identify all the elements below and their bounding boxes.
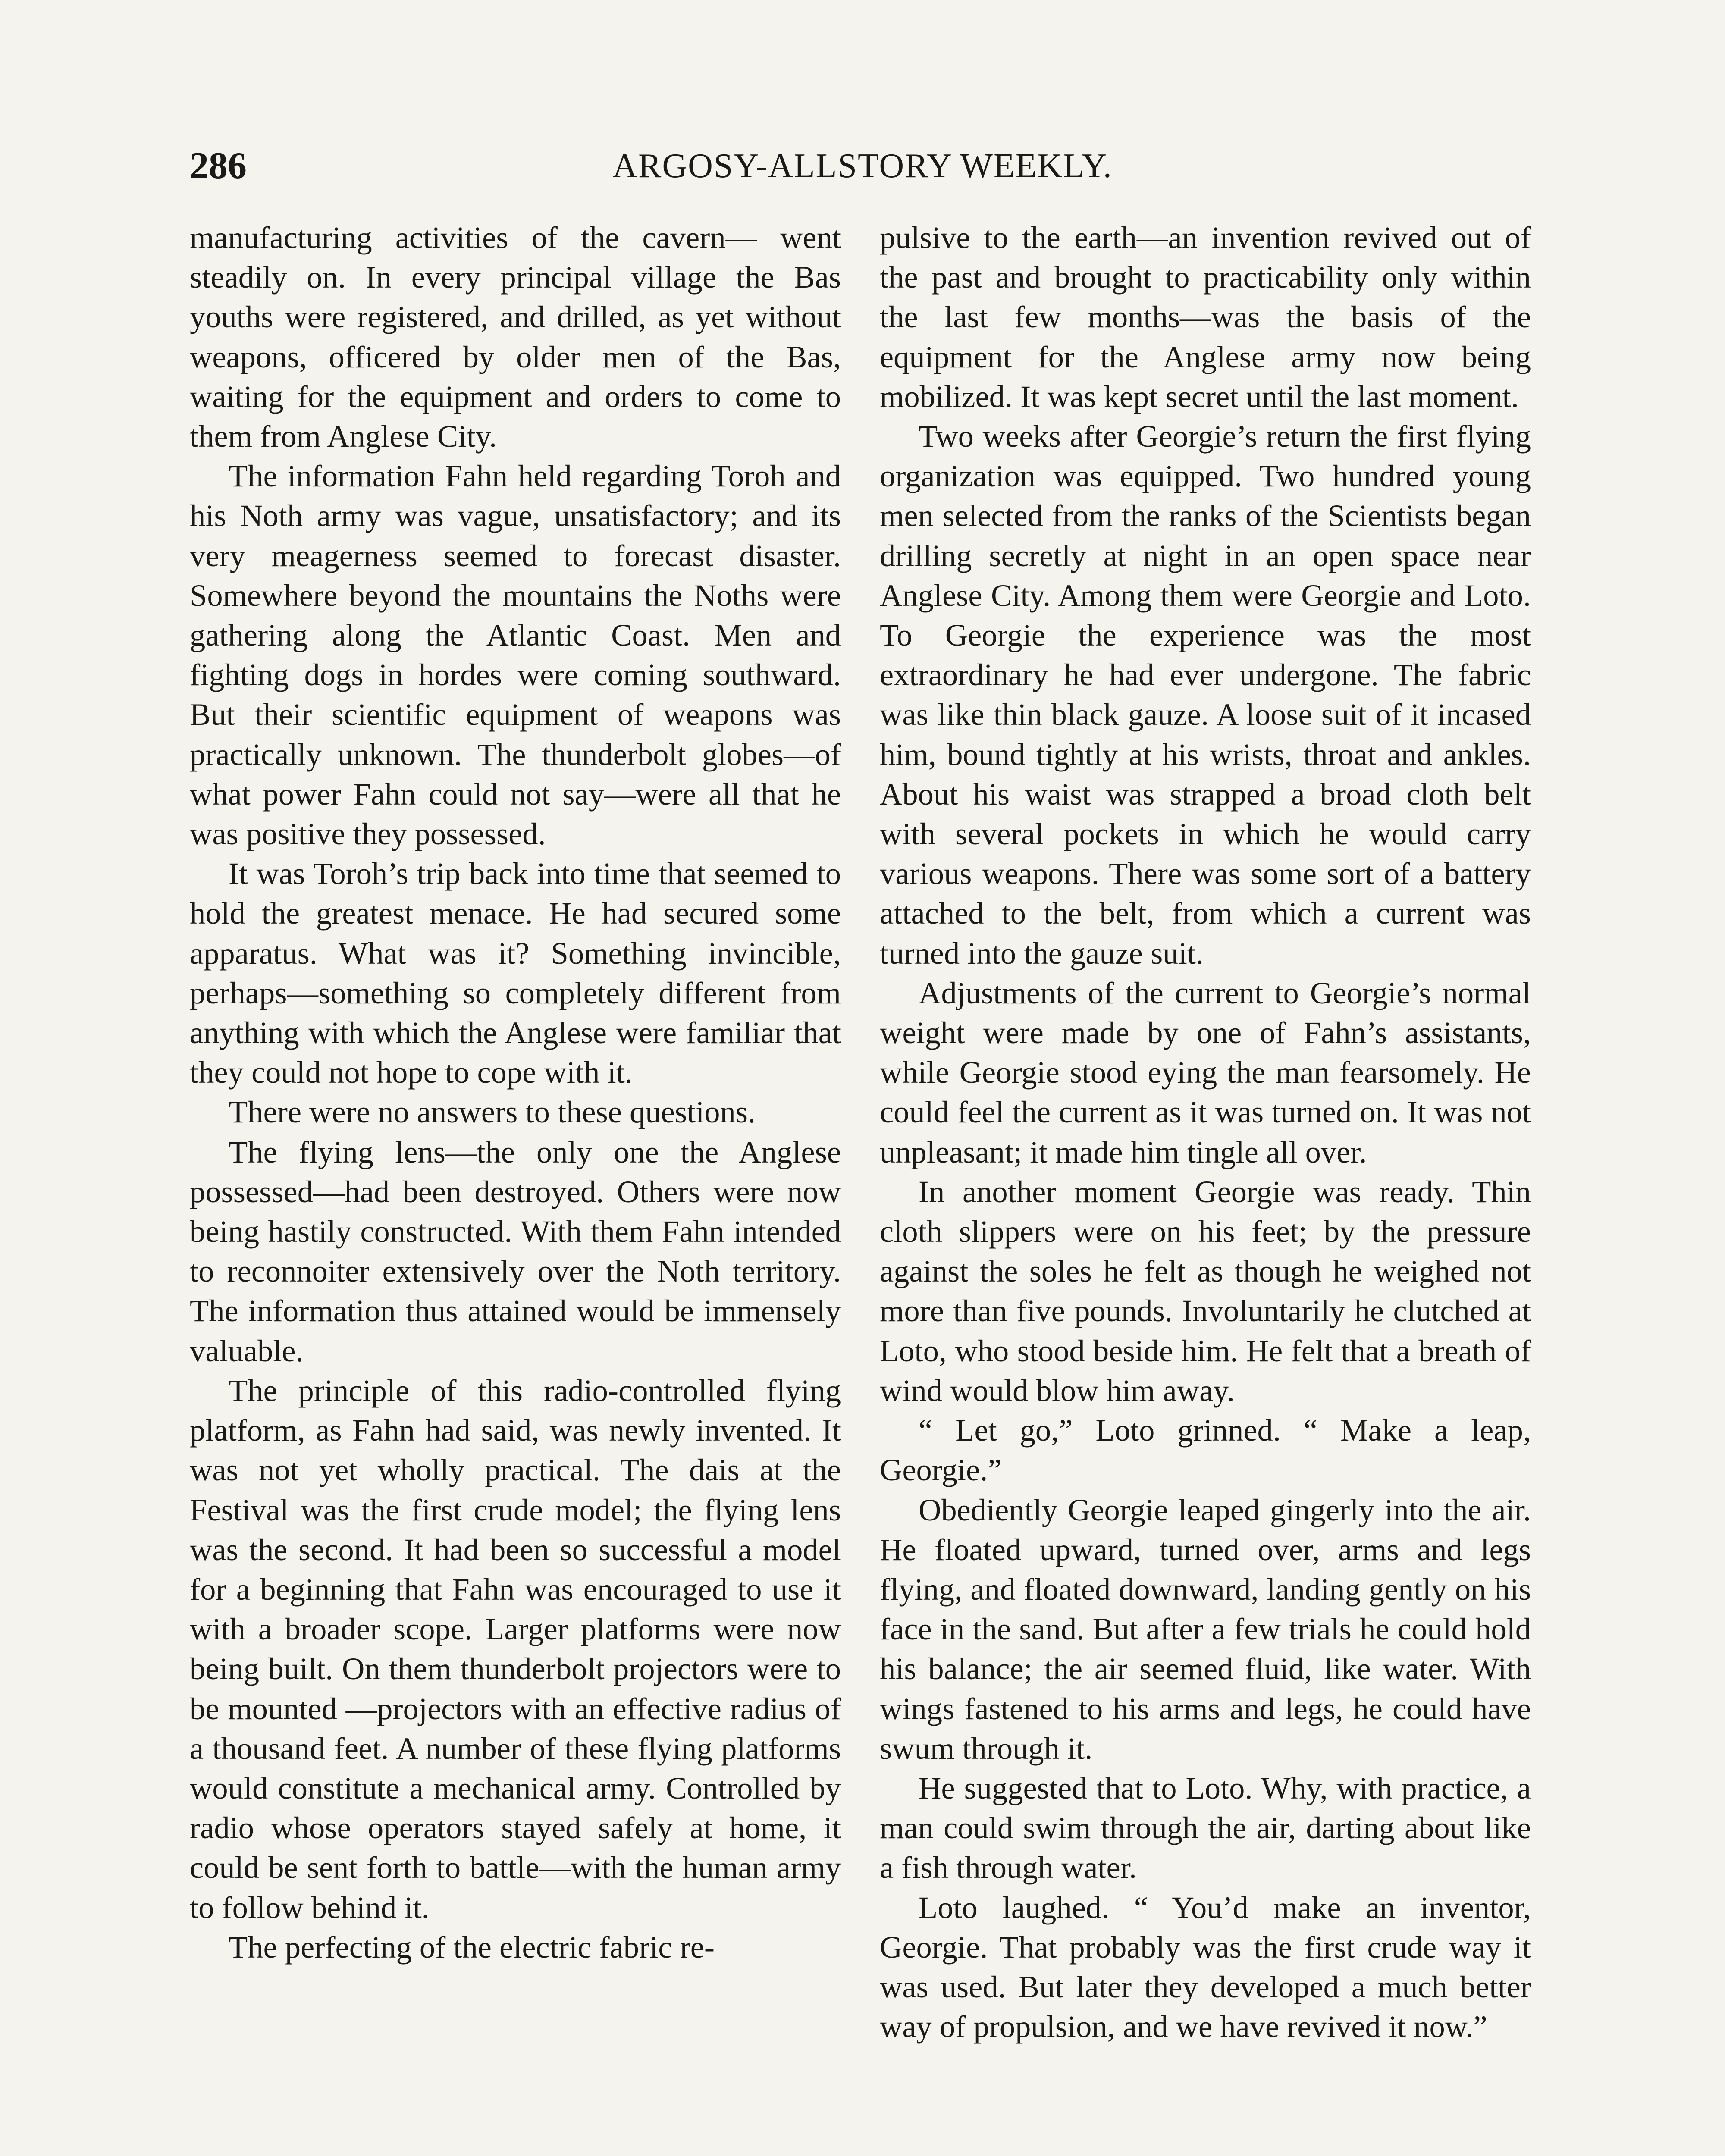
paragraph: Obediently Georgie leaped gingerly into the air. He floated upward, turned over, arms and legs flying, and floated downward, landing gently on his face in the sand. But after a few trials he could hold his balance; the air seemed fluid, like water. With wings fastened to his arms and legs, he could have swum through it. — [880, 1492, 1531, 1766]
paragraph: pulsive to the earth—an invention revived out of the past and brought to practicability only within the last few months—was the basis of the equipment for the Anglese army now being mobilized. It was kept secret until the last moment. — [880, 220, 1531, 414]
right-text-column — [880, 218, 1531, 2156]
page-header — [190, 142, 1535, 190]
paragraph: In another moment Georgie was ready. Thin cloth slippers were on his feet; by the pressure against the soles he felt as though he weighed not more than five pounds. Involuntarily he clutched at Loto, who stood beside him. He felt that a breath of wind would blow him away. — [880, 1174, 1531, 1408]
paragraph: Two weeks after Georgie’s return the first flying organization was equipped. Two hundred young men selected from the ranks of the Scientists began drilling secretly at night in an open space near Anglese City. Among them were Georgie and Loto. To Georgie the experience was the most extraordinary he had ever undergone. The fabric was like thin black gauze. A loose suit of it incased him, bound tightly at his wrists, throat and ankles. About his waist was strapped a broad cloth belt with several pockets in which he would carry various weapons. There was some sort of a battery attached to the belt, from which a current was turned into the gauze suit. — [880, 419, 1531, 971]
paragraph: The flying lens—the only one the Anglese possessed—had been destroyed. Others were now being hastily constructed. With them Fahn intended to reconnoiter extensively over the Noth territory. The information thus attained would be immensely valuable. — [190, 1134, 841, 1368]
paragraph: Loto laughed. “ You’d make an inventor, Georgie. That probably was the first crude way it was used. But later they developed a much better way of propulsion, and we have revived it now.” — [880, 1890, 1531, 2044]
paragraph: Adjustments of the current to Georgie’s normal weight were made by one of Fahn’s assistants, while Georgie stood eying the man fearsomely. He could feel the current as it was turned on. It was not unpleasant; it made him tingle all over. — [880, 975, 1531, 1169]
paragraph: “ Let go,” Loto grinned. “ Make a leap, Georgie.” — [880, 1413, 1531, 1488]
paragraph: The perfecting of the electric fabric re- — [229, 1929, 715, 1965]
paragraph: manufacturing activities of the cavern— went steadily on. In every principal village the Bas youths were registered, and drilled, as yet without weapons, officered by older men of the Bas, waiting for the equipment and orders to come to them from Anglese City. — [190, 220, 841, 454]
left-text-column — [190, 218, 841, 2156]
paragraph: There were no answers to these questions. — [229, 1094, 756, 1130]
paragraph: The principle of this radio-controlled flying platform, as Fahn had said, was newly invented. It was not yet wholly practical. The dais at the Festival was the first crude model; the flying lens was the second. It had been so successful a model for a beginning that Fahn was encouraged to use it with a broader scope. Larger platforms were now being built. On them thunderbolt projectors were to be mounted —projectors with an effective radius of a thousand feet. A number of these flying platforms would constitute a mechanical army. Controlled by radio whose operators stayed safely at home, it could be sent forth to battle—with the human army to follow behind it. — [190, 1373, 841, 1925]
page-number: 286 — [190, 145, 247, 187]
running-title: ARGOSY-ALLSTORY WEEKLY. — [612, 147, 1113, 185]
paragraph: The information Fahn held regarding Toroh and his Noth army was vague, unsatisfactory; and its very meagerness seemed to forecast disaster. Somewhere beyond the mountains the Noths were gathering along the Atlantic Coast. Men and fighting dogs in hordes were coming southward. But their scientific equipment of weapons was practically unknown. The thunderbolt globes—of what power Fahn could not say—were all that he was positive they possessed. — [190, 458, 841, 852]
paragraph: He suggested that to Loto. Why, with practice, a man could swim through the air, darting about like a fish through water. — [880, 1770, 1531, 1885]
paragraph: It was Toroh’s trip back into time that seemed to hold the greatest menace. He had secured some apparatus. What was it? Something invincible, perhaps—something so completely different from anything with which the Anglese were familiar that they could not hope to cope with it. — [190, 856, 841, 1090]
